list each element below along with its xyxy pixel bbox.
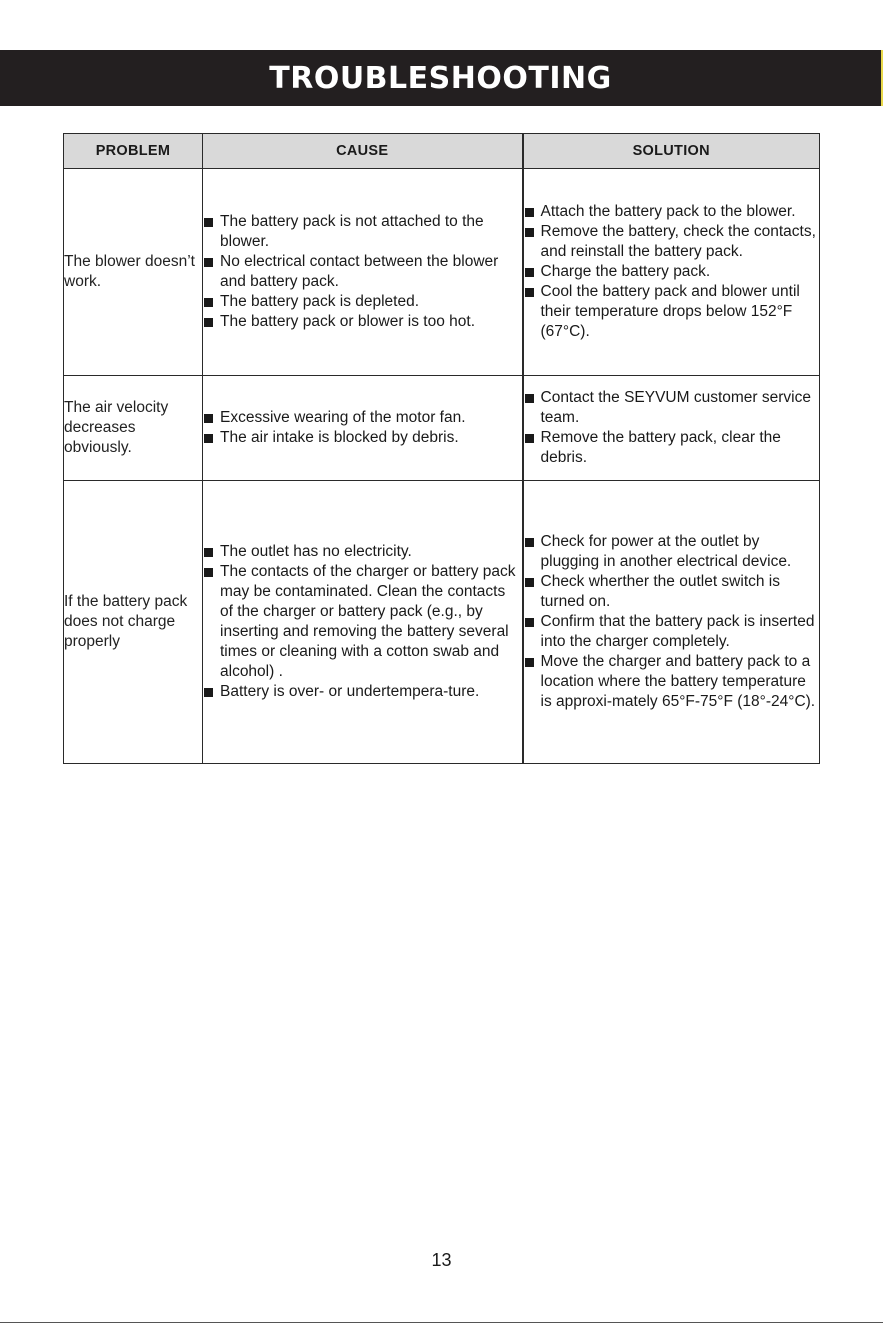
solution-list xyxy=(524,532,820,712)
table-row xyxy=(64,376,820,481)
solution-list xyxy=(524,202,820,342)
cause-item: The battery pack is depleted. xyxy=(203,292,522,312)
solution-item: Contact the SEYVUM customer service team. xyxy=(524,388,820,428)
problem-cell: The air velocity decreases obviously. xyxy=(64,376,203,481)
cause-list xyxy=(203,408,522,448)
column-header-solution: SOLUTION xyxy=(523,134,820,169)
solution-item: Remove the battery pack, clear the debris. xyxy=(524,428,820,468)
solution-item: Check for power at the outlet by plugging in another electrical device. xyxy=(524,532,820,572)
cause-item: The contacts of the charger or battery pack may be contaminated. Clean the contacts of the charger or battery pack (e.g., by inserting and removing the battery several times or cleaning with a cotton swab and alcohol) . xyxy=(203,562,522,682)
cause-list xyxy=(203,542,522,702)
column-header-cause: CAUSE xyxy=(203,134,523,169)
problem-cell: If the battery pack does not charge properly xyxy=(64,481,203,764)
troubleshooting-table xyxy=(63,133,820,764)
table-row xyxy=(64,169,820,376)
cause-cell xyxy=(203,481,523,764)
solution-item: Confirm that the battery pack is inserted into the charger completely. xyxy=(524,612,820,652)
cause-item: The outlet has no electricity. xyxy=(203,542,522,562)
title-bar xyxy=(0,50,881,106)
solution-item: Check wherther the outlet switch is turned on. xyxy=(524,572,820,612)
solution-item: Move the charger and battery pack to a location where the battery temperature is approxi-mately 65°F-75°F (18°-24°C). xyxy=(524,652,820,712)
cause-item: The battery pack or blower is too hot. xyxy=(203,312,522,332)
bottom-divider xyxy=(0,1322,883,1323)
page-number: 13 xyxy=(431,1250,452,1270)
cause-item: Battery is over- or undertempera-ture. xyxy=(203,682,522,702)
cause-cell xyxy=(203,169,523,376)
solution-list xyxy=(524,388,820,468)
cause-item: The air intake is blocked by debris. xyxy=(203,428,522,448)
table-row xyxy=(64,481,820,764)
solution-item: Attach the battery pack to the blower. xyxy=(524,202,820,222)
page-title: TROUBLESHOOTING xyxy=(269,60,612,96)
solution-cell xyxy=(523,481,820,764)
solution-item: Remove the battery, check the contacts, and reinstall the battery pack. xyxy=(524,222,820,262)
cause-cell xyxy=(203,376,523,481)
cause-item: No electrical contact between the blower and battery pack. xyxy=(203,252,522,292)
column-header-problem: PROBLEM xyxy=(64,134,203,169)
table-header-row xyxy=(64,134,820,169)
cause-item: Excessive wearing of the motor fan. xyxy=(203,408,522,428)
cause-list xyxy=(203,212,522,332)
problem-cell: The blower doesn’t work. xyxy=(64,169,203,376)
solution-item: Cool the battery pack and blower until their temperature drops below 152°F (67°C). xyxy=(524,282,820,342)
solution-item: Charge the battery pack. xyxy=(524,262,820,282)
solution-cell xyxy=(523,169,820,376)
solution-cell xyxy=(523,376,820,481)
cause-item: The battery pack is not attached to the blower. xyxy=(203,212,522,252)
